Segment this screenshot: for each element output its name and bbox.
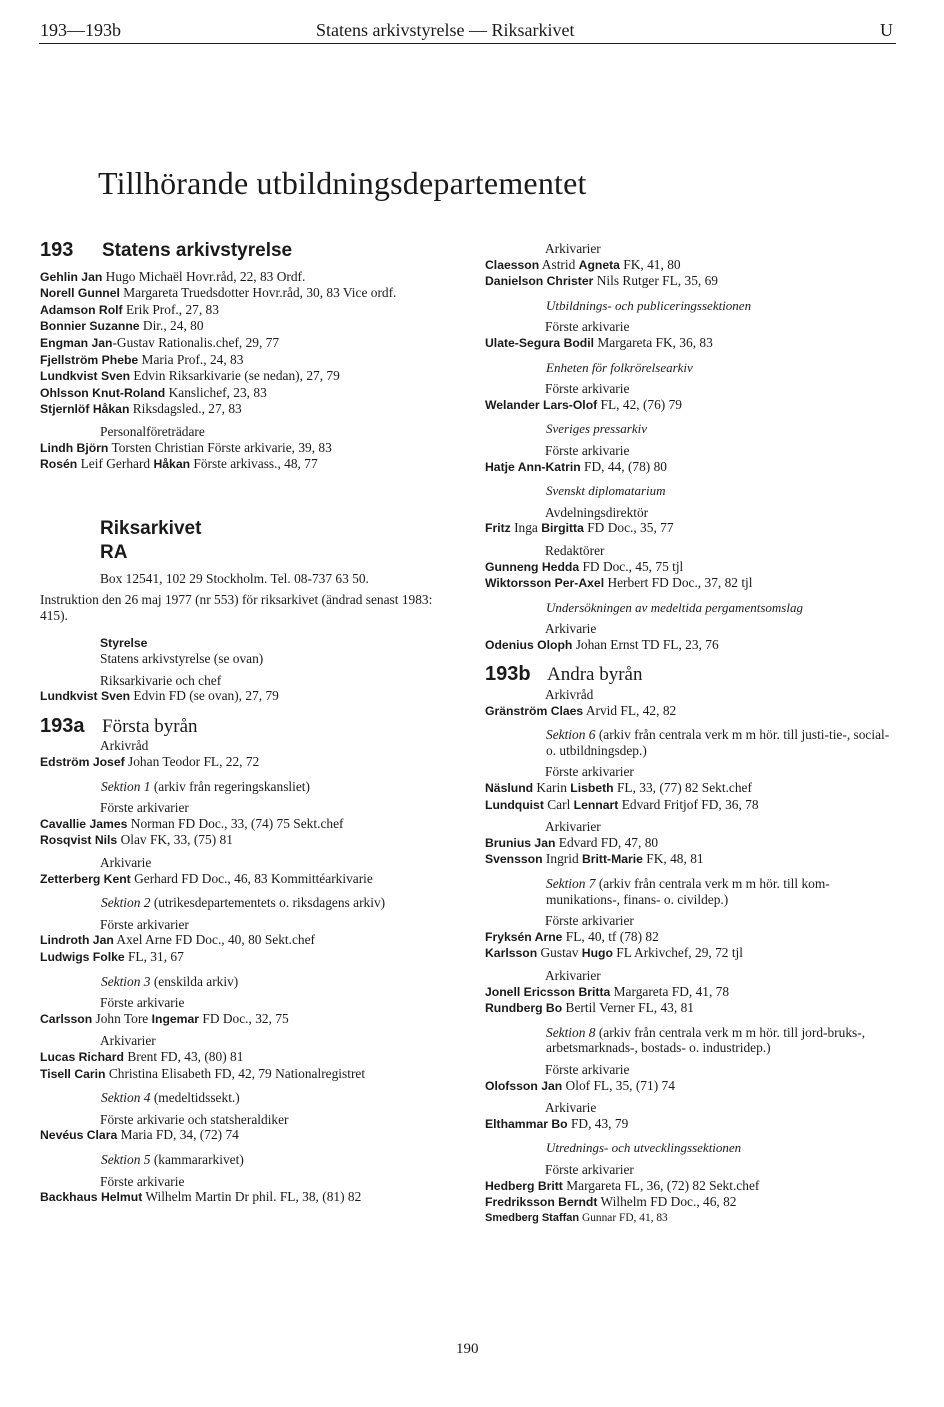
list-item: Edström Josef Johan Teodor FL, 22, 72 [40,754,260,770]
list-item: Ohlsson Knut-Roland Kanslichef, 23, 83 [40,384,267,400]
list-item: Svensson Ingrid Britt-Marie FK, 48, 81 [485,851,704,867]
role-label: Arkivarier [545,819,601,835]
right-column [485,241,905,1226]
list-item: Wiktorsson Per-Axel Herbert FD Doc., 37, 82 tjl [485,575,753,591]
role-label: Förste arkivarier [545,764,634,780]
list-item: Olofsson Jan Olof FL, 35, (71) 74 [485,1077,675,1093]
list-item: Odenius Oloph Johan Ernst TD FL, 23, 76 [485,636,719,652]
role-label: Arkivarie [545,1100,597,1116]
ra-address: Box 12541, 102 29 Stockholm. Tel. 08-737 63 50. [100,570,369,586]
list-item: Gehlin Jan Hugo Michaël Hovr.råd, 22, 83 Ordf. [40,268,306,284]
list-item: Gunneng Hedda FD Doc., 45, 75 tjl [485,558,684,574]
list-item: Lindroth Jan Axel Arne FD Doc., 40, 80 Sekt.chef [40,932,316,948]
list-item: Fjellström Phebe Maria Prof., 24, 83 [40,351,244,367]
role-label: Förste arkivarie [545,319,630,335]
list-item: Bonnier Suzanne Dir., 24, 80 [40,318,204,334]
section-193b-heading [485,663,905,686]
subsection-4: Sektion 4 (medeltidssekt.) [101,1090,240,1106]
department-title: Tillhörande utbildningsdepartementet [98,165,587,201]
page-number: 190 [456,1341,479,1357]
list-item: Lindh Björn Torsten Christian Förste arkivarie, 39, 83 [40,439,332,455]
list-item: Fredriksson Berndt Wilhelm FD Doc., 46, 82 [485,1194,737,1210]
list-item: Smedberg Staffan Gunnar FD, 41, 83 [485,1211,668,1224]
role-label: Förste arkivarie och statsheraldiker [100,1111,289,1127]
list-item: Näslund Karin Lisbeth FL, 33, (77) 82 Sekt.chef [485,780,752,796]
list-item: Tisell Carin Christina Elisabeth FD, 42, 79 Nationalregistret [40,1065,366,1081]
list-item: Zetterberg Kent Gerhard FD Doc., 46, 83 Kommittéarkivarie [40,870,373,886]
list-item: Lundquist Carl Lennart Edvard Fritjof FD, 36, 78 [485,796,759,812]
list-item: Danielson Christer Nils Rutger FL, 35, 69 [485,273,718,289]
list-item: Fryksén Arne FL, 40, tf (78) 82 [485,928,659,944]
role-label: Förste arkivarier [100,916,189,932]
list-item: Ludwigs Folke FL, 31, 67 [40,949,184,964]
running-header-right: U [880,20,893,40]
list-item: Norell Gunnel Margareta Truedsdotter Hovr.råd, 30, 83 Vice ordf. [40,285,397,301]
list-item: Carlsson John Tore Ingemar FD Doc., 32, 75 [40,1010,289,1026]
role-label: Arkivarier [100,1033,156,1049]
role-label: Riksarkivarie och chef [100,672,222,688]
board-label: Styrelse [100,635,148,650]
ra-title: Riksarkivet [100,517,202,539]
list-item: Ulate-Segura Bodil Margareta FK, 36, 83 [485,334,713,350]
list-item: Welander Lars-Olof FL, 42, (76) 79 [485,396,683,412]
list-item: Rosqvist Nils Olav FK, 33, (75) 81 [40,832,233,848]
role-label: Personalföreträdare [100,423,205,439]
section-name: Första byrån [102,715,198,737]
list-item: Gränström Claes Arvid FL, 42, 82 [485,702,677,718]
list-item: Lucas Richard Brent FD, 43, (80) 81 [40,1048,244,1064]
list-item: Lundkvist Sven Edvin Riksarkivarie (se nedan), 27, 79 [40,368,340,384]
section-number: 193 [40,239,74,261]
list-item: Cavallie James Norman FD Doc., 33, (74) 75 Sekt.chef [40,815,344,831]
list-item: Stjernlöf Håkan Riksdagsled., 27, 83 [40,401,242,417]
list-item: Hatje Ann-Katrin FD, 44, (78) 80 [485,458,667,474]
list-item: Fritz Inga Birgitta FD Doc., 35, 77 [485,520,674,536]
role-label: Förste arkivarie [545,381,630,397]
list-item: Hedberg Britt Margareta FL, 36, (72) 82 Sekt.chef [485,1177,760,1193]
role-label: Arkivarie [100,855,152,871]
list-item: Brunius Jan Edvard FD, 47, 80 [485,834,659,850]
role-label: Förste arkivarier [100,800,189,816]
running-header-title: Statens arkivstyrelse — Riksarkivet [316,20,575,40]
list-item: Engman Jan-Gustav Rationalis.chef, 29, 77 [40,334,280,350]
board-text: Statens arkivstyrelse (se ovan) [100,651,264,667]
unit-heading: Undersökningen av medeltida pergamentsomslag [546,599,803,615]
subsection-8: Sektion 8 (arkiv från centrala verk m m hör. till jord-bruks-, arbetsmarknads-, bostads- o. industridep.) [546,1024,866,1056]
unit-heading: Sveriges pressarkiv [546,421,647,437]
role-label: Arkivarie [545,621,597,637]
list-item: Nevéus Clara Maria FD, 34, (72) 74 [40,1127,239,1143]
list-item: Elthammar Bo FD, 43, 79 [485,1115,629,1131]
role-label: Arkivarier [545,967,601,983]
list-item: Lundkvist Sven Edvin FD (se ovan), 27, 79 [40,688,279,704]
role-label: Förste arkivarie [545,442,630,458]
section-193-heading [40,239,460,261]
subsection-3: Sektion 3 (enskilda arkiv) [101,973,239,989]
unit-heading: Utbildnings- och publiceringssektionen [546,297,752,313]
role-label: Arkivråd [100,738,149,754]
unit-heading: Utrednings- och utvecklingssektionen [546,1140,742,1156]
ra-abbreviation: RA [100,541,128,563]
section-name: Andra byrån [547,664,643,686]
list-item: Rundberg Bo Bertil Verner FL, 43, 81 [485,1000,694,1016]
section-name: Statens arkivstyrelse [102,240,293,261]
subsection-6: Sektion 6 (arkiv från centrala verk m m hör. till justi-tie-, social- o. utbildningsdep.) [546,727,890,758]
list-item: Adamson Rolf Erik Prof., 27, 83 [40,301,219,317]
unit-heading: Enheten för folkrörelsearkiv [546,359,693,375]
role-label: Förste arkivarie [545,1061,630,1077]
role-label: Arkivarier [545,241,601,256]
section-number: 193a [40,714,85,737]
role-label: Avdelningsdirektör [545,504,649,520]
role-label: Redaktörer [545,542,605,558]
section-number: 193b [485,663,531,686]
subsection-5: Sektion 5 (kammararkivet) [101,1151,244,1167]
subsection-2: Sektion 2 (utrikesdepartementets o. riksdagens arkiv) [101,895,386,911]
list-item: Karlsson Gustav Hugo FL Arkivchef, 29, 72 tjl [485,945,743,961]
list-item: Rosén Leif Gerhard Håkan Förste arkivass., 48, 77 [40,456,318,472]
running-header-left: 193—193b [40,20,121,40]
board-members [40,269,460,418]
subsection-1: Sektion 1 (arkiv från regeringskansliet) [101,778,310,794]
unit-heading: Svenskt diplomatarium [546,483,666,499]
section-193a-heading [40,714,460,737]
ra-instruction: Instruktion den 26 maj 1977 (nr 553) för riksarkivet (ändrad senast 1983: 415). [40,592,433,623]
role-label: Arkivråd [545,687,594,703]
list-item: Backhaus Helmut Wilhelm Martin Dr phil. FL, 38, (81) 82 [40,1189,362,1205]
subsection-7: Sektion 7 (arkiv från centrala verk m m hör. till kom-munikations-, finans- o. civildep.) [546,876,830,907]
header-rule [39,43,896,44]
list-item: Claesson Astrid Agneta FK, 41, 80 [485,256,681,272]
role-label: Förste arkivarier [545,1161,634,1177]
role-label: Förste arkivarie [100,1173,185,1189]
left-column [40,239,460,1206]
role-label: Förste arkivarier [545,913,634,929]
role-label: Förste arkivarie [100,995,185,1011]
list-item: Jonell Ericsson Britta Margareta FD, 41, 78 [485,983,730,999]
